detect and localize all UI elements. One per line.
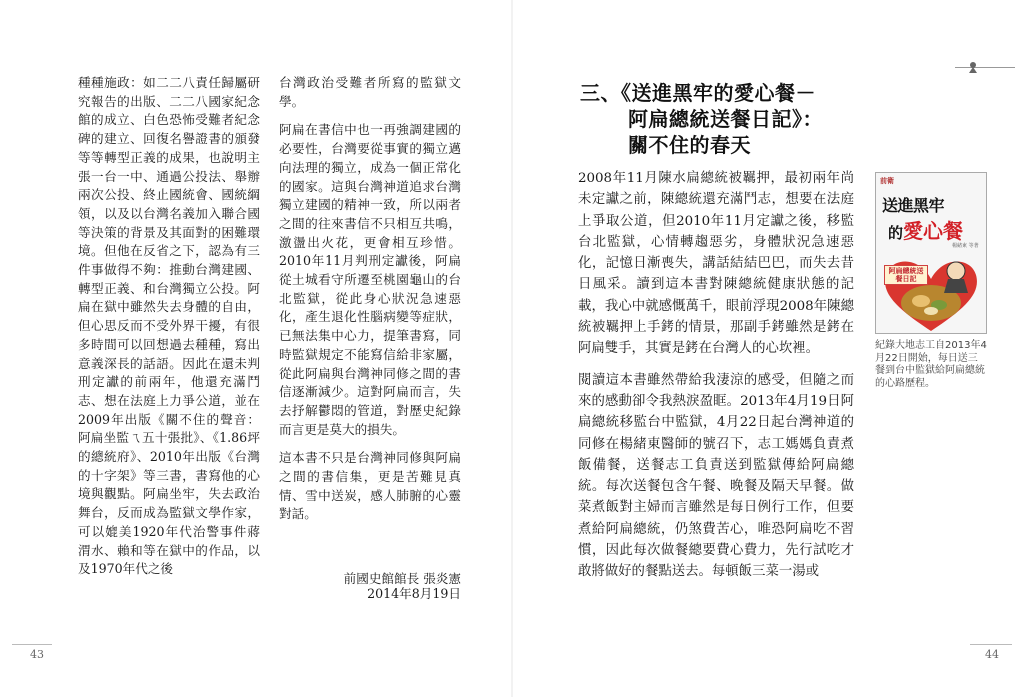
heading-line-1: 三、《送進黑牢的愛心餐－ [580,81,816,105]
book-author: 楊緒東 等著 [952,243,979,249]
signature-name: 前國史館館長 張炎憲 [343,571,461,586]
left-page-column-2 [279,74,461,534]
book-title-line-2 [888,215,963,244]
book-subtitle: 阿扁總統送餐日記 [884,265,928,285]
left-col2-paragraph-3: 這本書不只是台灣神同修與阿扁之間的書信集，更是苦難見真情、雪中送炭，感人肺腑的心靈對話。 [279,450,461,522]
book-title-line-1: 送進黑牢 [882,196,945,215]
publisher-mark: 前衛 [880,177,894,185]
left-col2-paragraph-1: 台灣政治受難者所寫的監獄文學。 [279,75,461,109]
left-col2-paragraph-2: 阿扁在書信中也一再強調建國的必要性，台灣要從事實的獨立邁向法理的獨立，成為一個正常化的國家。這與台灣神道追求台灣獨立建國的精神一致，所以兩者之間的往來書信不只相互共鳴，激盪出火花，更會相互珍惜。2010年11月判刑定讞後，阿扁從土城看守所遷至桃園龜山的台北監獄，從此身心狀況急速惡化，產生退化性腦病變等症狀，已無法集中心力，提筆書寫，同時監獄規定不能寫信給非家屬，從此阿扁與台灣神同修之間的書信逐漸減少。這對阿扁而言，失去抒解鬱悶的管道，對歷史紀錄而言更是莫大的損失。 [279,122,461,437]
right-paragraph-2: 閱讀這本書雖然帶給我淒涼的感受，但隨之而來的感動卻令我熱淚盈眶。2013年4月19日阿扁總統移監台中監獄，4月22日起台灣神道的同修在楊緒東醫師的號召下，志工媽媽負責煮飯備餐，送餐志工負責送到監獄傳給阿扁總統。每次送餐包含午餐、晚餐及隔天早餐。做菜煮飯對主婦而言雖然是每日例行工作，但要煮給阿扁總統，仍煞費苦心，唯恐阿扁吃不習慣，因此每次做餐總要費心費力，先行試吃才敢將做好的餐點送去。每頓飯三菜一湯或 [578,372,854,580]
heading-line-2: 阿扁總統送餐日記》： [628,107,823,131]
footer-rule-right [970,644,1012,645]
heading-line-3: 關不住的春天 [628,133,751,157]
left-page-column-1 [78,74,260,589]
page-number-left: 43 [30,648,44,661]
ornament-icon [966,60,980,74]
right-page-body [578,168,854,593]
book-title-de: 的 [888,224,904,242]
image-caption: 紀錄大地志工自2013年4月22日開始，每日送三餐到台中監獄給阿扁總統的心路歷程。 [875,340,987,389]
page-number-right: 44 [985,648,999,661]
header-rule [955,67,1015,68]
right-paragraph-1: 2008年11月陳水扁總統被羈押，最初兩年尚未定讞之前，陳總統還充滿鬥志，想要在法庭上爭取公道，但2010年11月定讞之後，移監台北監獄，心情轉趨惡劣，身體狀況急速惡化，記憶日漸喪失，講話結結巴巴，而失去昔日風采。讀到這本書對陳總統健康狀態的記載，我心中就感慨萬千，眼前浮現2008年陳總統被羈押上手銬的情景，那副手銬雖然是銬在阿扁雙手，其實是銬在台灣人的心坎裡。 [578,171,854,357]
section-heading [580,80,860,158]
footer-rule-left [12,644,52,645]
book-title-love-meal: 愛心餐 [903,219,964,243]
left-col1-paragraph: 種種施政：如二二八責任歸屬研究報告的出版、二二八國家紀念館的成立、白色恐怖受難者紀念碑的建立、回復名譽證書的頒發等等轉型正義的成果，也說明主張一台一中、通過公投法、舉辦兩次公投、終止國統會、國統綱領，以及以台灣名義加入聯合國等決策的背景及其面對的困難環境。但他在反省之下，認為有三件事做得不夠：推動台灣建國、轉型正義、和台灣獨立公投。阿扁在獄中雖然失去身體的自由，但心思反而不受外界干擾，有很多時間可以回想過去種種，寫出意義深長的話語。因此在還未判刑定讞的前兩年，他還充滿鬥志、想在法庭上力爭公道，並在2009年出版《關不住的聲音：阿扁坐監ㄟ五十張批》、《1.86坪的總統府》、2010年出版《台灣的十字架》等三書，書寫他的心境與觀點。阿扁坐牢，失去政治舞台，反而成為監獄文學作家，可以媲美1920年代治警事件蔣渭水、賴和等在獄中的作品，以及1970年代之後 [78,75,260,577]
book-cover-image [875,172,987,334]
page-gutter [511,0,513,697]
signature-date: 2014年8月19日 [367,586,461,601]
